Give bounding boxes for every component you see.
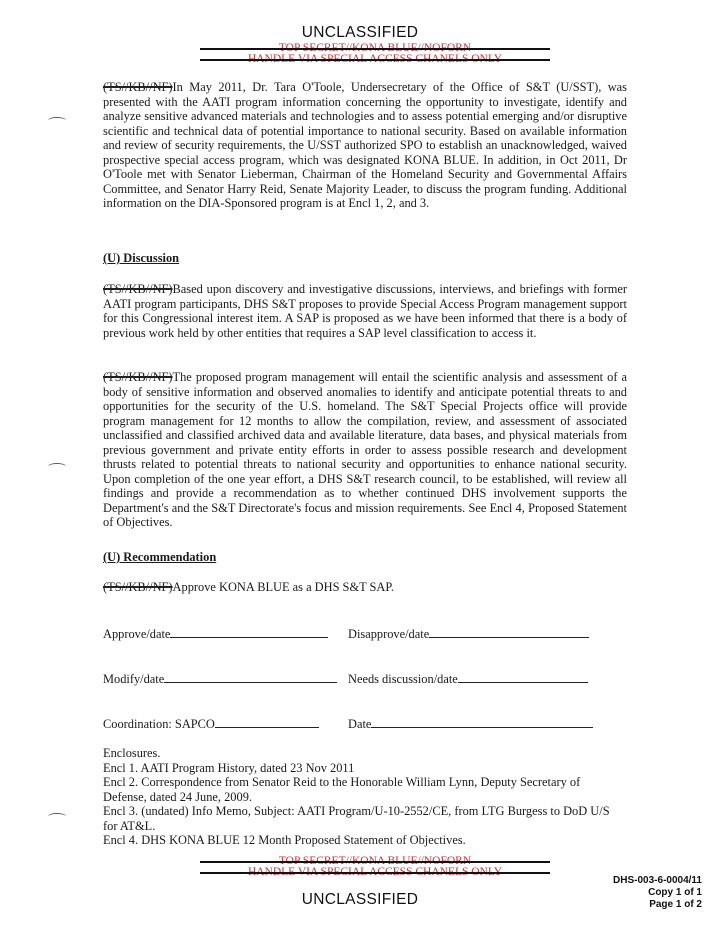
margin-mark — [48, 813, 66, 820]
paragraph-intro — [103, 80, 627, 211]
document-number: DHS-003-6-0004/11 — [613, 875, 702, 886]
page-number: Page 1 of 2 — [649, 899, 702, 910]
enclosure-item: Encl 4. DHS KONA BLUE 12 Month Proposed Statement of Objectives. — [103, 833, 466, 847]
enclosures-title: Enclosures. — [103, 746, 161, 760]
strike-bar — [200, 48, 550, 50]
classification-header: UNCLASSIFIED — [301, 24, 419, 41]
enclosures-list — [103, 746, 623, 848]
paragraph-text: The proposed program management will entail the scientific analysis and assessment of a body of sensitive information and observed anomalies to identify and anticipate potential threats to and opportunities for the security of the U.S. homeland. The S&T Special Projects office will provide program management for 12 months to allow the compilation, review, and assessment of associated unclassified and classified archived data and available literature, data bases, and physical materials from previous government and private entity efforts in order to assess possible research and development thrusts related to potential threats to national security and opportunities to enhance national security. Upon completion of the one year effort, a DHS S&T research council, to be established, will review all findings and provide a recommendation as to whether continued DHS involvement supports the Department's and the S&T Directorate's focus and mission requirements. See Encl 4, Proposed Statement of Objectives. — [103, 370, 627, 529]
strike-bar — [200, 861, 550, 863]
date-line[interactable] — [371, 716, 593, 728]
discussion-heading: (U) Discussion — [103, 251, 180, 265]
enclosure-item: Encl 2. Correspondence from Senator Reid to the Honorable William Lynn, Deputy Secretary of Defense, dated 24 June, 2009. — [103, 775, 581, 804]
classification-footer: UNCLASSIFIED — [301, 891, 419, 908]
document-number-block — [613, 875, 702, 911]
paragraph-recommendation — [103, 580, 627, 595]
coordination-label: Coordination: SAPCO — [103, 717, 215, 731]
portion-marking: (TS//KB//NF) — [103, 80, 173, 94]
paragraph-text: Based upon discovery and investigative discussions, interviews, and briefings with former AATI program participants, DHS S&T proposes to provide Special Access Program management support for this Congressional interest item. A SAP is proposed as we have been informed that there is a body of previous work held by other entities that requires a SAP level classification to access it. — [103, 282, 627, 340]
paragraph-discussion-1 — [103, 282, 627, 340]
date-label: Date — [348, 717, 372, 731]
modify-label: Modify/date — [103, 672, 165, 686]
needs-discussion-line[interactable] — [458, 671, 588, 683]
coordination-field[interactable] — [103, 716, 319, 732]
portion-marking: (TS//KB//NF) — [103, 370, 173, 384]
needs-discussion-field[interactable] — [348, 671, 588, 687]
portion-marking: (TS//KB//NF) — [103, 282, 173, 296]
margin-mark — [48, 117, 66, 124]
recommendation-heading: (U) Recommendation — [103, 550, 217, 564]
coordination-line[interactable] — [215, 716, 319, 728]
modify-line[interactable] — [164, 671, 337, 683]
margin-mark — [48, 463, 66, 470]
enclosure-item: Encl 1. AATI Program History, dated 23 Nov 2011 — [103, 760, 355, 775]
disapprove-field[interactable] — [348, 626, 589, 642]
approve-field[interactable] — [103, 626, 328, 642]
paragraph-discussion-2 — [103, 370, 627, 530]
modify-field[interactable] — [103, 671, 337, 687]
portion-marking: (TS//KB//NF) — [103, 580, 173, 594]
approve-label: Approve/date — [103, 627, 171, 641]
enclosure-item: Encl 3. (undated) Info Memo, Subject: AATI Program/U-10-2552/CE, from LTG Burgess to DoD U/S for AT&L. — [103, 804, 610, 833]
paragraph-text: In May 2011, Dr. Tara O'Toole, Undersecretary of the Office of S&T (U/SST), was presented with the AATI program information concerning the opportunity to investigate, identify and analyze sensitive advanced materials and technologies and to assess potential emerging and/or disruptive scientific and technical data of potential importance to national security. Based on available information and review of security requirements, the U/SST authorized SPO to establish an unacknowledged, waived prospective special access program, which was designated KONA BLUE. In addition, in Oct 2011, Dr O'Toole met with Senator Lieberman, Chairman of the Homeland Security and Governmental Affairs Committee, and Senator Harry Reid, Senate Majority Leader, to discuss the program funding. Additional information on the DIA-Sponsored program is at Encl 1, 2, and 3. — [103, 80, 627, 210]
approve-line[interactable] — [170, 626, 328, 638]
strike-bar — [200, 59, 550, 61]
paragraph-text: Approve KONA BLUE as a DHS S&T SAP. — [172, 580, 394, 594]
needs-discussion-label: Needs discussion/date — [348, 672, 458, 686]
date-field[interactable] — [348, 716, 593, 732]
disapprove-line[interactable] — [429, 626, 589, 638]
copy-count: Copy 1 of 1 — [648, 887, 702, 898]
strike-bar — [200, 872, 550, 874]
disapprove-label: Disapprove/date — [348, 627, 430, 641]
